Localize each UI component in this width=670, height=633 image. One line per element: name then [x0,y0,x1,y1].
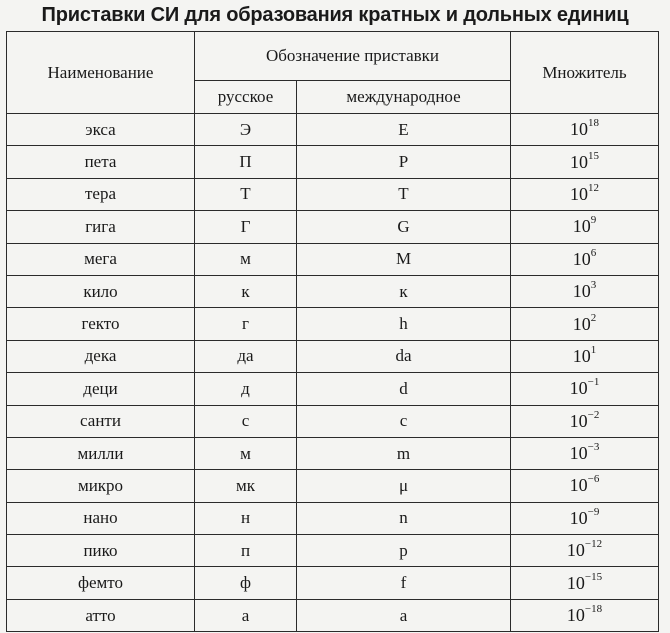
russian-symbol: Г [195,211,297,243]
page-title: Приставки СИ для образования кратных и дольных единиц [41,4,629,26]
multiplier [511,599,659,631]
multiplier [511,243,659,275]
multiplier [511,535,659,567]
prefix-name: фемто [7,567,195,599]
prefix-name: гекто [7,308,195,340]
prefix-name: мега [7,243,195,275]
table-row [7,243,659,275]
multiplier [511,405,659,437]
multiplier-base: 10 [566,572,585,593]
multiplier-base: 10 [569,410,588,431]
russian-symbol: а [195,599,297,631]
international-symbol: c [297,405,511,437]
multiplier-base: 10 [566,540,585,561]
multiplier-base: 10 [572,313,591,334]
international-symbol: h [297,308,511,340]
prefix-name: нано [7,502,195,534]
header-international: международное [297,81,511,114]
prefix-name: дека [7,340,195,372]
international-symbol: P [297,146,511,178]
multiplier [511,470,659,502]
multiplier [511,211,659,243]
multiplier-base: 10 [566,605,585,626]
international-symbol: m [297,437,511,469]
international-symbol: f [297,567,511,599]
multiplier-exponent: 6 [590,246,597,259]
multiplier-exponent: −2 [587,408,600,421]
multiplier [511,308,659,340]
table-body [7,114,659,632]
russian-symbol: д [195,373,297,405]
multiplier [511,178,659,210]
multiplier [511,567,659,599]
table-row [7,178,659,210]
international-symbol: к [297,275,511,307]
international-symbol: p [297,535,511,567]
russian-symbol: Т [195,178,297,210]
multiplier-exponent: 1 [590,343,597,356]
multiplier-exponent: −1 [587,376,600,389]
russian-symbol: мк [195,470,297,502]
multiplier [511,146,659,178]
multiplier-base: 10 [572,345,591,366]
international-symbol: T [297,178,511,210]
table-row [7,599,659,631]
header-russian: русское [195,81,297,114]
multiplier-base: 10 [569,507,588,528]
multiplier-exponent: −18 [584,603,603,616]
multiplier-base: 10 [569,443,588,464]
prefix-name: экса [7,114,195,146]
table-row [7,470,659,502]
international-symbol: a [297,599,511,631]
prefix-name: пета [7,146,195,178]
multiplier [511,114,659,146]
russian-symbol: г [195,308,297,340]
multiplier-base: 10 [570,183,588,204]
international-symbol: μ [297,470,511,502]
international-symbol: G [297,211,511,243]
table-row [7,340,659,372]
table-row [7,308,659,340]
prefix-name: кило [7,275,195,307]
multiplier-base: 10 [572,248,591,269]
multiplier-base: 10 [572,216,591,237]
russian-symbol: Э [195,114,297,146]
russian-symbol: ф [195,567,297,599]
russian-symbol: П [195,146,297,178]
multiplier [511,340,659,372]
multiplier [511,373,659,405]
russian-symbol: м [195,437,297,469]
multiplier-exponent: 2 [590,311,597,324]
multiplier-exponent: 15 [588,149,599,162]
prefix-name: милли [7,437,195,469]
international-symbol: d [297,373,511,405]
header-multiplier: Множитель [511,32,659,114]
table-row [7,502,659,534]
multiplier-base: 10 [572,281,591,302]
table-header [7,32,659,114]
prefix-name: микро [7,470,195,502]
table-row [7,535,659,567]
prefix-name: деци [7,373,195,405]
prefix-name: тера [7,178,195,210]
prefix-name: атто [7,599,195,631]
multiplier-base: 10 [569,378,588,399]
header-name: Наименование [7,32,195,114]
table-row [7,373,659,405]
multiplier-exponent: 12 [588,181,599,194]
international-symbol: da [297,340,511,372]
multiplier-exponent: 18 [588,117,599,130]
multiplier-exponent: 9 [590,214,597,227]
multiplier-exponent: −9 [587,505,600,518]
international-symbol: n [297,502,511,534]
russian-symbol: н [195,502,297,534]
russian-symbol: п [195,535,297,567]
table-row [7,211,659,243]
multiplier-exponent: 3 [590,279,597,292]
header-designation: Обозначение приставки [195,32,511,81]
multiplier-exponent: −15 [584,570,603,583]
multiplier [511,502,659,534]
table-row [7,437,659,469]
multiplier-base: 10 [570,151,588,172]
multiplier-base: 10 [569,475,588,496]
table-row [7,567,659,599]
russian-symbol: к [195,275,297,307]
russian-symbol: м [195,243,297,275]
table-row [7,275,659,307]
table-row [7,405,659,437]
si-prefix-table [6,31,659,632]
prefix-name: гига [7,211,195,243]
multiplier-exponent: −6 [587,473,600,486]
russian-symbol: с [195,405,297,437]
multiplier-base: 10 [570,119,588,140]
russian-symbol: да [195,340,297,372]
table-row [7,114,659,146]
multiplier [511,275,659,307]
multiplier-exponent: −3 [587,441,600,454]
multiplier [511,437,659,469]
international-symbol: M [297,243,511,275]
multiplier-exponent: −12 [584,538,603,551]
prefix-name: санти [7,405,195,437]
international-symbol: E [297,114,511,146]
table-row [7,146,659,178]
prefix-name: пико [7,535,195,567]
